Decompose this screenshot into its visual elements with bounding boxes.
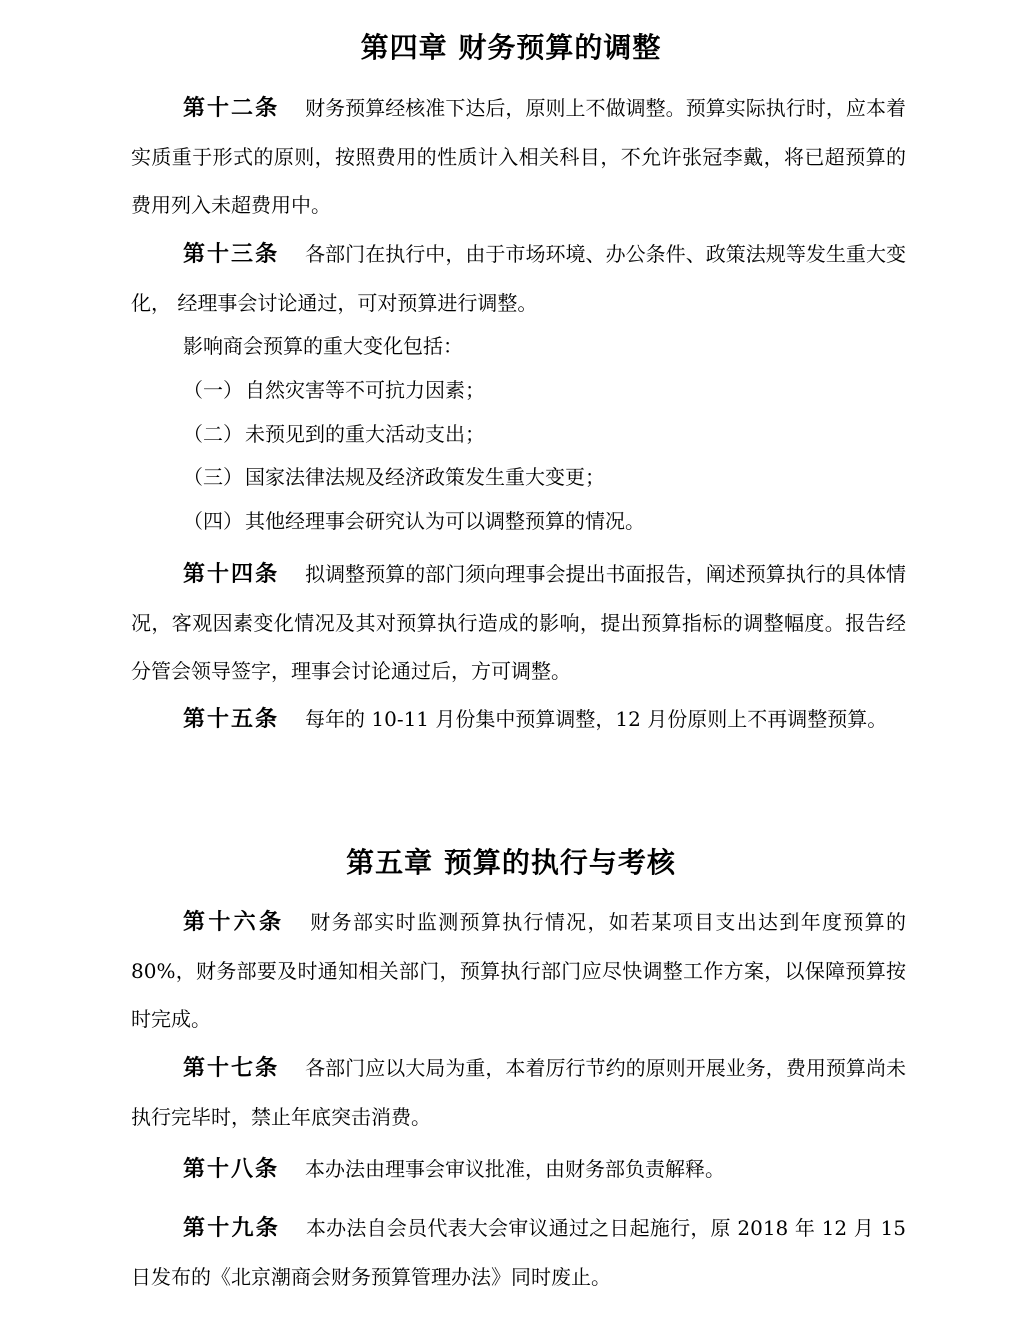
article-15-text: 每年的 10-11 月份集中预算调整，12 月份原则上不再调整预算。 (305, 707, 888, 731)
list-item-number: （二） (183, 422, 243, 446)
article-13-label: 第十三条 (183, 242, 280, 267)
article-13-text: 各部门在执行中，由于市场环境、办公条件、政策法规等发生重大变化， 经理事会讨论通过，可对预算进行调整。 (131, 242, 906, 315)
article-18-text: 本办法由理事会审议批准，由财务部负责解释。 (305, 1157, 726, 1181)
article-13-intro: 影响商会预算的重大变化包括： (183, 334, 463, 358)
article-12-text: 财务预算经核准下达后，原则上不做调整。预算实际执行时，应本着实质重于形式的原则，按照费用的性质计入相关科目，不允许张冠李戴，将已超预算的费用列入未超费用中。 (131, 96, 906, 217)
article-13 (131, 230, 906, 327)
list-item (183, 505, 645, 537)
chapter-4-title: 第四章 财务预算的调整 (360, 31, 662, 64)
list-item-text: 自然灾害等不可抗力因素； (245, 378, 485, 402)
article-17-label: 第十七条 (183, 1056, 280, 1081)
list-item-text: 其他经理事会研究认为可以调整预算的情况。 (245, 509, 645, 533)
article-12 (131, 84, 906, 229)
article-16-label: 第十六条 (183, 910, 285, 935)
article-18-label: 第十八条 (183, 1157, 280, 1182)
list-item (183, 461, 605, 493)
article-16 (131, 898, 906, 1043)
list-item (183, 374, 485, 406)
list-item-number: （三） (183, 465, 243, 489)
article-18 (131, 1145, 906, 1194)
list-item-number: （一） (183, 378, 243, 402)
article-19 (131, 1204, 906, 1301)
article-14-text: 拟调整预算的部门须向理事会提出书面报告，阐述预算执行的具体情况，客观因素变化情况及其对预算执行造成的影响，提出预算指标的调整幅度。报告经分管会领导签字，理事会讨论通过后，方可调整。 (131, 562, 906, 683)
chapter-5-title: 第五章 预算的执行与考核 (346, 846, 676, 879)
list-item (183, 418, 485, 450)
list-item-text: 未预见到的重大活动支出； (245, 422, 485, 446)
article-14 (131, 550, 906, 695)
article-15-label: 第十五条 (183, 707, 280, 732)
list-item-number: （四） (183, 509, 243, 533)
article-19-text: 本办法自会员代表大会审议通过之日起施行，原 2018 年 12 月 15 日发布的《北京潮商会财务预算管理办法》同时废止。 (131, 1216, 906, 1289)
article-14-label: 第十四条 (183, 562, 280, 587)
article-15 (131, 695, 906, 744)
article-17-text: 各部门应以大局为重，本着厉行节约的原则开展业务，费用预算尚未执行完毕时，禁止年底突击消费。 (131, 1056, 906, 1129)
article-17 (131, 1044, 906, 1141)
list-item-text: 国家法律法规及经济政策发生重大变更； (245, 465, 605, 489)
article-16-text: 财务部实时监测预算执行情况，如若某项目支出达到年度预算的 80%，财务部要及时通知相关部门，预算执行部门应尽快调整工作方案，以保障预算按时完成。 (131, 910, 906, 1031)
article-19-label: 第十九条 (183, 1216, 280, 1241)
article-12-label: 第十二条 (183, 96, 280, 121)
